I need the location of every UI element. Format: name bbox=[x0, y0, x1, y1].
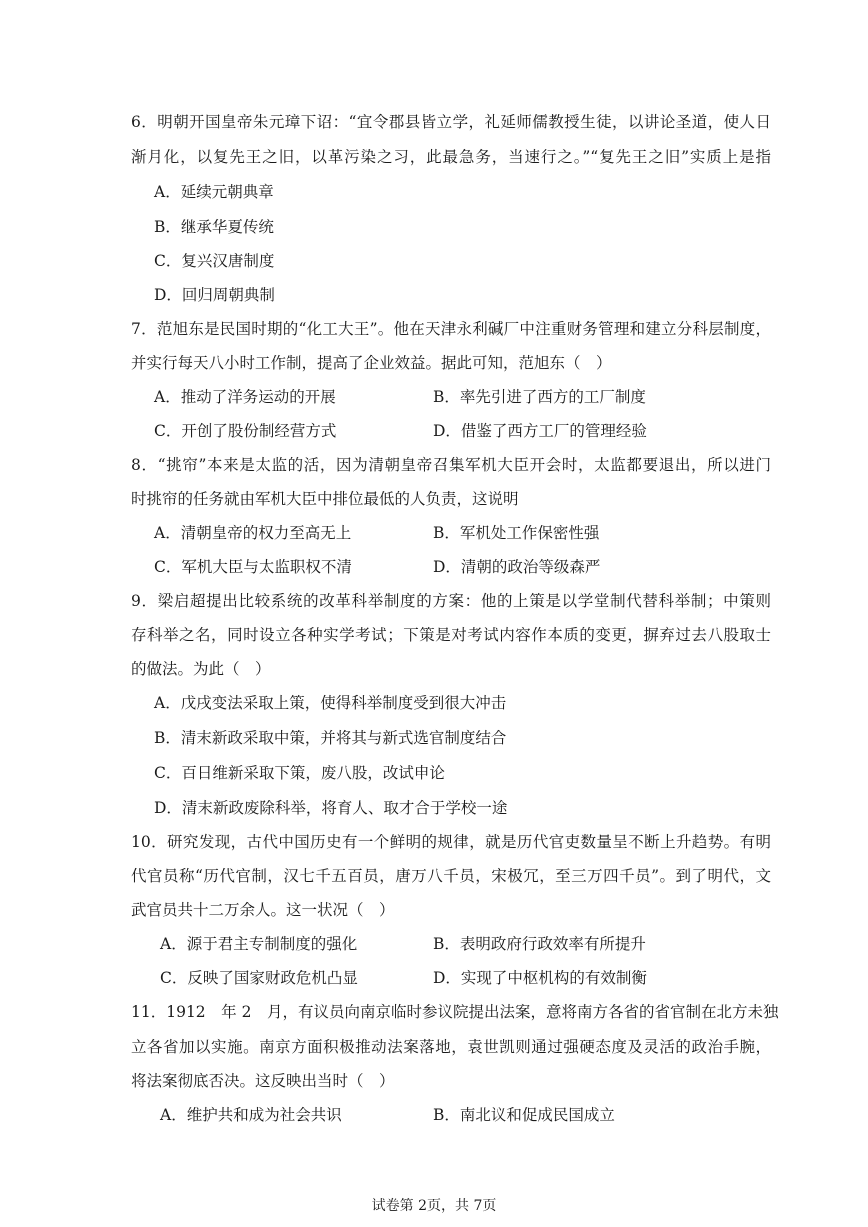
q6-stem-line-2: 渐月化，以复先王之旧，以革污染之习，此最急务，当速行之。”“复先王之旧”实质上是指 bbox=[131, 148, 771, 166]
q11-option-b: B．南北议和促成民国成立 bbox=[433, 1106, 615, 1124]
q10-stem-line-3: 武官员共十二万余人。这一状况（ ） bbox=[131, 901, 395, 919]
q8-option-b: B．军机处工作保密性强 bbox=[433, 524, 600, 542]
q6-stem-line-1: 6．明朝开国皇帝朱元璋下诏：“宜令郡县皆立学，礼延师儒教授生徒，以讲论圣道，使人日 bbox=[131, 113, 771, 131]
q10-stem-line-2: 代官员称“历代官制，汉七千五百员，唐万八千员，宋极冗，至三万四千员”。到了明代，文 bbox=[131, 867, 771, 885]
page-footer: 试卷第 2页，共 7页 bbox=[371, 1198, 497, 1214]
q9-stem-line-1: 9．梁启超提出比较系统的改革科举制度的方案：他的上策是以学堂制代替科举制；中策则 bbox=[131, 592, 771, 610]
q7-option-c: C．开创了股份制经营方式 bbox=[154, 422, 337, 440]
q9-option-b: B．清末新政采取中策，并将其与新式选官制度结合 bbox=[154, 729, 507, 747]
q11-stem-line-3: 将法案彻底否决。这反映出当时（ ） bbox=[131, 1072, 395, 1090]
q9-stem-line-2: 存科举之名，同时设立各种实学考试；下策是对考试内容作本质的变更，摒弃过去八股取士 bbox=[131, 626, 771, 644]
q7-stem-line-2: 并实行每天八小时工作制，提高了企业效益。据此可知，范旭东（ ） bbox=[131, 354, 612, 372]
q11-stem-line-1: 11．1912 年 2 月，有议员向南京临时参议院提出法案，意将南方各省的省官制在北方未独 bbox=[131, 1003, 779, 1021]
q9-option-a: A．戊戌变法采取上策，使得科举制度受到很大冲击 bbox=[154, 694, 507, 712]
q11-stem-line-2: 立各省加以实施。南京方面积极推动法案落地，袁世凯则通过强硬态度及灵活的政治手腕， bbox=[131, 1038, 771, 1056]
q10-option-a: A．源于君主专制制度的强化 bbox=[160, 935, 358, 953]
q8-stem-line-2: 时挑帘的任务就由军机大臣中排位最低的人负责，这说明 bbox=[131, 490, 519, 508]
q10-option-c: C．反映了国家财政危机凸显 bbox=[160, 969, 358, 987]
q7-stem-line-1: 7．范旭东是民国时期的“化工大王”。他在天津永利碱厂中注重财务管理和建立分科层制度， bbox=[131, 320, 771, 338]
q6-option-a: A．延续元朝典章 bbox=[154, 183, 274, 201]
q6-option-c: C．复兴汉唐制度 bbox=[154, 252, 275, 270]
q6-option-b: B．继承华夏传统 bbox=[154, 218, 274, 236]
q10-option-b: B．表明政府行政效率有所提升 bbox=[433, 935, 646, 953]
q6-option-d: D．回归周朝典制 bbox=[154, 286, 275, 304]
q7-option-d: D．借鉴了西方工厂的管理经验 bbox=[433, 422, 647, 440]
q7-option-b: B．率先引进了西方的工厂制度 bbox=[433, 388, 646, 406]
q10-option-d: D．实现了中枢机构的有效制衡 bbox=[433, 969, 647, 987]
q11-option-a: A．维护共和成为社会共识 bbox=[160, 1106, 342, 1124]
q10-stem-line-1: 10．研究发现，古代中国历史有一个鲜明的规律，就是历代官吏数量呈不断上升趋势。有明 bbox=[131, 833, 771, 851]
q8-option-c: C．军机大臣与太监职权不清 bbox=[154, 558, 352, 576]
q7-option-a: A．推动了洋务运动的开展 bbox=[154, 388, 336, 406]
q9-stem-line-3: 的做法。为此（ ） bbox=[131, 660, 271, 678]
q8-option-a: A．清朝皇帝的权力至高无上 bbox=[154, 524, 352, 542]
q8-stem-line-1: 8．“挑帘”本来是太监的活，因为清朝皇帝召集军机大臣开会时，太监都要退出，所以进门 bbox=[131, 456, 771, 474]
q9-option-c: C．百日维新采取下策，废八股，改试申论 bbox=[154, 764, 445, 782]
q9-option-d: D．清末新政废除科举，将育人、取才合于学校一途 bbox=[154, 799, 508, 817]
q8-option-d: D．清朝的政治等级森严 bbox=[433, 558, 601, 576]
